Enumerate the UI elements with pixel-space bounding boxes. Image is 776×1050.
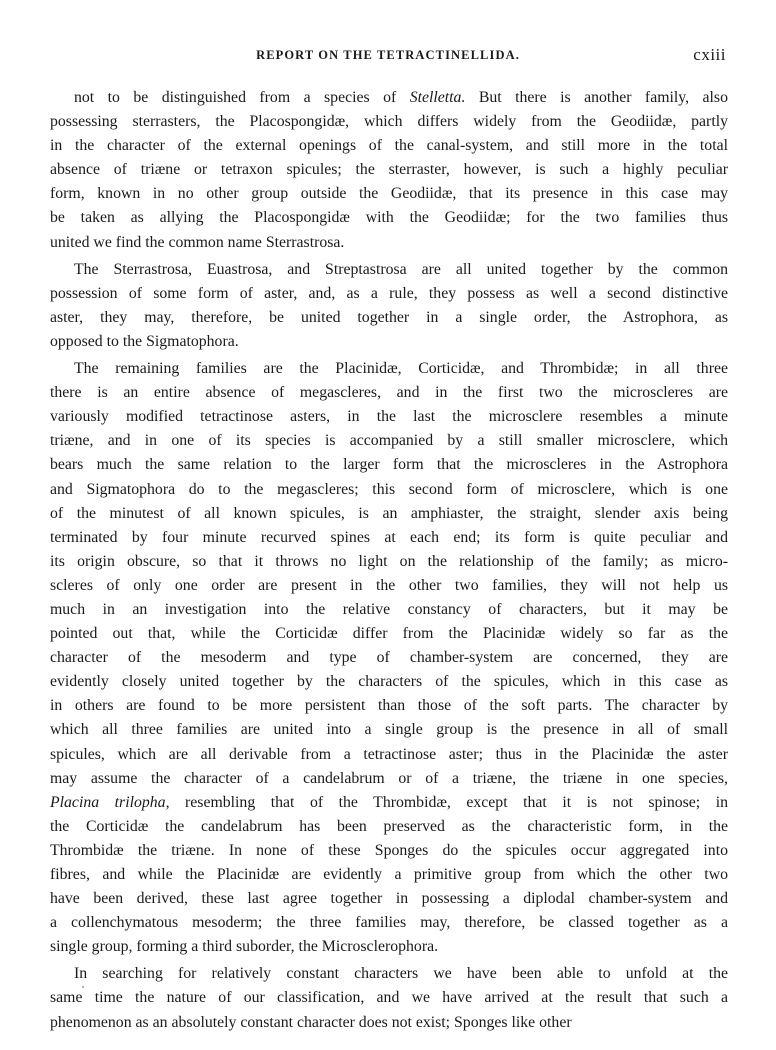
text-run: its origin obscure, so that it throws no light on the relationship of the family; as micro-: [50, 552, 728, 570]
paragraph: [50, 357, 728, 959]
text-line: [50, 381, 728, 405]
text-line: [50, 330, 728, 354]
paragraph: [50, 962, 728, 1034]
text-run: phenomenon as an absolutely constant character does not exist; Sponges like other: [50, 1013, 572, 1031]
text-run: triæne, and in one of its species is accompanied by a still smaller microsclere, which: [50, 432, 728, 450]
text-line: [50, 429, 728, 453]
text-run: possession of some form of aster, and, as a rule, they possess as well a second distinctive: [50, 284, 728, 302]
page-number: cxiii: [693, 45, 726, 64]
text-line: [50, 911, 728, 935]
italic-term: Placina trilopha,: [50, 793, 170, 811]
running-title: REPORT ON THE TETRACTINELLIDA.: [256, 48, 520, 62]
text-line: [50, 306, 728, 330]
text-line: [50, 110, 728, 134]
text-run: In searching for relatively constant characters we have been able to unfold at the: [74, 965, 728, 983]
text-run: scleres of only one order are present in the other two families, they will not help us: [50, 576, 728, 594]
text-line: [50, 134, 728, 158]
text-run: not to be distinguished from a species of: [74, 89, 410, 106]
text-line: [50, 598, 728, 622]
text-run: Thrombidæ the triæne. In none of these Sponges do the spicules occur aggregated into: [50, 841, 728, 859]
text-run: pointed out that, while the Corticidæ differ from the Placinidæ widely so far as the: [50, 625, 728, 643]
text-run: The remaining families are the Placinidæ, Corticidæ, and Thrombidæ; in all three: [74, 360, 728, 378]
text-line: [50, 863, 728, 887]
paragraph: [50, 86, 728, 255]
text-line: [50, 767, 728, 791]
text-line: [50, 1011, 728, 1035]
text-run: and Sigmatophora do to the megascleres; this second form of microsclere, which is one: [50, 480, 728, 498]
running-header: [50, 45, 726, 70]
text-line: [50, 357, 728, 381]
text-run: terminated by four minute recurved spines at each end; its form is quite peculiar and: [50, 528, 728, 546]
text-run: there is an entire absence of megascleres, and in the first two the microscleres are: [50, 384, 728, 402]
text-line: [50, 622, 728, 646]
print-speck: [82, 986, 84, 988]
text-run: absence of triæne or tetraxon spicules; the sterraster, however, is such a highly peculiar: [50, 161, 728, 179]
text-run: opposed to the Sigmatophora.: [50, 332, 239, 350]
text-line: [50, 206, 728, 230]
text-line: [50, 815, 728, 839]
text-line: [50, 182, 728, 206]
text-run: form, known in no other group outside the Geodiidæ, that its presence in this case may: [50, 185, 728, 203]
text-line: [50, 718, 728, 742]
text-line: [50, 694, 728, 718]
text-run: the Corticidæ the candelabrum has been preserved as the characteristic form, in the: [50, 817, 728, 835]
text-line: [50, 158, 728, 182]
text-run: variously modified tetractinose asters, in the last the microsclere resembles a minute: [50, 408, 728, 426]
text-run: spicules, which are all derivable from a tetractinose aster; thus in the Placinidæ the aster: [50, 745, 728, 763]
text-run: have been derived, these last agree together in possessing a diplodal chamber-system and: [50, 890, 728, 908]
text-run: resembling that of the Thrombidæ, except that it is not spinose; in: [169, 793, 728, 811]
text-line: [50, 86, 728, 110]
text-line: [50, 935, 728, 959]
text-line: [50, 502, 728, 526]
text-run: fibres, and while the Placinidæ are evidently a primitive group from which the other two: [50, 866, 728, 883]
text-run: much in an investigation into the relative constancy of characters, but it may be: [50, 600, 728, 618]
text-line: [50, 258, 728, 282]
text-line: [50, 478, 728, 502]
text-run: of the minutest of all known spicules, is an amphiaster, the straight, slender axis being: [50, 504, 728, 522]
text-line: [50, 986, 728, 1010]
text-line: [50, 453, 728, 477]
text-run: The Sterrastrosa, Euastrosa, and Streptastrosa are all united together by the common: [74, 260, 728, 278]
text-line: [50, 574, 728, 598]
text-run: But there is another family, also: [465, 89, 728, 106]
text-run: evidently closely united together by the characters of the spicules, which in this case as: [50, 673, 728, 691]
text-line: [50, 670, 728, 694]
text-run: a collenchymatous mesoderm; the three families may, therefore, be classed together as a: [50, 914, 728, 932]
text-line: [50, 743, 728, 767]
text-run: in the character of the external openings of the canal-system, and still more in the total: [50, 137, 728, 155]
text-line: [50, 646, 728, 670]
text-run: be taken as allying the Placospongidæ with the Geodiidæ; for the two families thus: [50, 209, 728, 227]
text-line: [50, 550, 728, 574]
text-run: united we find the common name Sterrastrosa.: [50, 233, 345, 251]
text-line: [50, 962, 728, 986]
paragraph: [50, 258, 728, 354]
text-line: [50, 231, 728, 255]
text-run: possessing sterrasters, the Placospongidæ, which differs widely from the Geodiidæ, partly: [50, 113, 728, 131]
text-line: [50, 791, 728, 815]
text-run: same time the nature of our classification, and we have arrived at the result that such a: [50, 989, 728, 1007]
text-run: bears much the same relation to the larger form that the microscleres in the Astrophora: [50, 456, 728, 474]
text-line: [50, 282, 728, 306]
text-line: [50, 887, 728, 911]
text-line: [50, 839, 728, 863]
italic-term: Stelletta.: [409, 89, 466, 106]
text-line: [50, 405, 728, 429]
text-run: in others are found to be more persistent than those of the soft parts. The character by: [50, 697, 728, 715]
text-run: aster, they may, therefore, be united together in a single order, the Astrophora, as: [50, 308, 728, 326]
text-run: which all three families are united into a single group is the presence in all of small: [50, 721, 728, 739]
text-run: may assume the character of a candelabrum or of a triæne, the triæne in one species,: [50, 769, 728, 787]
text-run: single group, forming a third suborder, the Microsclerophora.: [50, 938, 439, 956]
text-line: [50, 526, 728, 550]
text-run: character of the mesoderm and type of chamber-system are concerned, they are: [50, 649, 728, 667]
body-text: [50, 86, 728, 1035]
